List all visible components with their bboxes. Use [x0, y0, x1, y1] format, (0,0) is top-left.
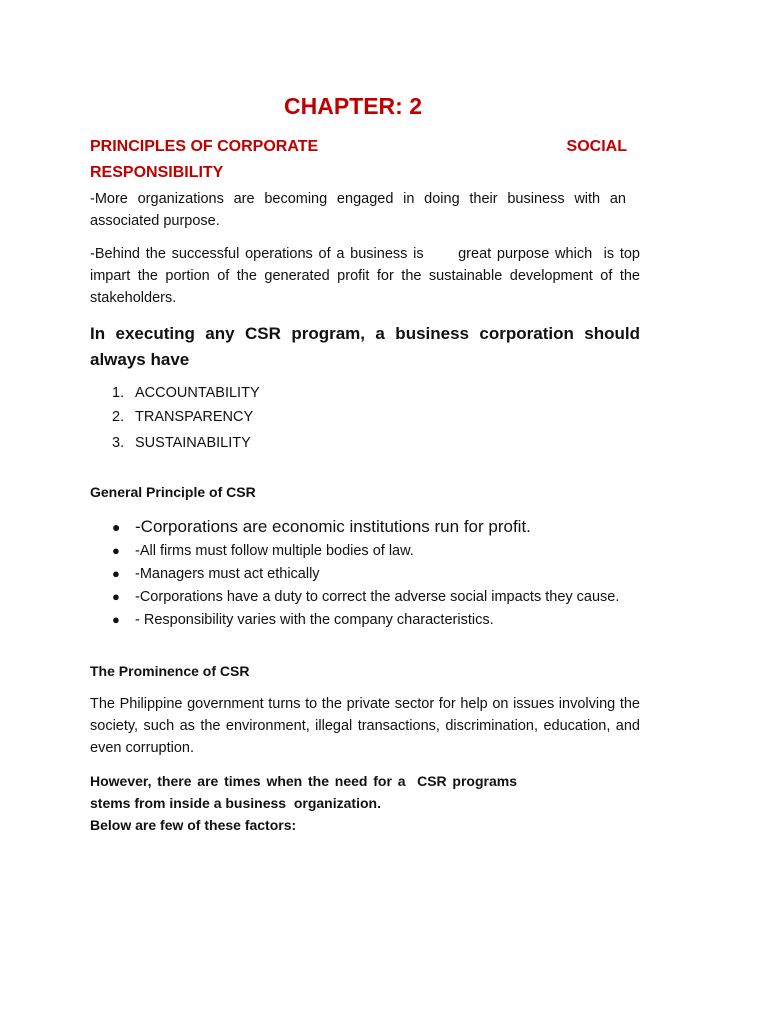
bullet-icon: ● — [112, 519, 121, 535]
list-item — [90, 406, 590, 430]
bullet-text: -Corporations are economic institutions run for profit. — [135, 517, 531, 536]
prominence-heading: The Prominence of CSR — [90, 663, 250, 679]
list-item-label: ACCOUNTABILITY — [135, 385, 260, 401]
principles-numbered-list — [90, 382, 590, 456]
section-title — [90, 134, 627, 186]
bullet-icon: ● — [112, 566, 120, 581]
bullet-icon: ● — [112, 612, 120, 627]
list-number: 3. — [112, 435, 125, 451]
bullet-icon: ● — [112, 543, 120, 558]
general-principle-bullets — [90, 514, 620, 632]
bullet-text: -Corporations have a duty to correct the adverse social impacts they cause. — [135, 589, 620, 605]
chapter-title: CHAPTER: 2 — [284, 93, 423, 119]
list-item — [90, 563, 620, 585]
list-item-label: SUSTAINABILITY — [135, 435, 251, 451]
list-number: 2. — [112, 409, 125, 425]
bullet-icon: ● — [112, 589, 120, 604]
closing-paragraph — [90, 770, 521, 836]
list-item — [90, 432, 590, 456]
list-item-label: TRANSPARENCY — [135, 409, 254, 425]
intro-paragraph-2: -Behind the successful operations of a business is great purpose which is top impart the portion of the generated profit for the sustainable development of the stakeholders. — [90, 246, 645, 306]
list-item — [90, 514, 620, 540]
closing-line-2: Below are few of these factors: — [90, 817, 297, 833]
bullet-text: -Managers must act ethically — [135, 566, 320, 582]
section-title-part-1: PRINCIPLES OF CORPORATE — [90, 138, 319, 155]
closing-line-1: However, there are times when the need for a CSR programs stems from inside a business organization. — [90, 773, 521, 811]
intro-paragraph-1: -More organizations are becoming engaged in doing their business with an associated purpose. — [90, 191, 626, 229]
prominence-paragraph: The Philippine government turns to the private sector for help on issues involving the society, such as the environment, illegal transactions, discrimination, education, and even corruption. — [90, 696, 640, 756]
list-item — [90, 540, 620, 562]
section-title-part-3: RESPONSIBILITY — [90, 164, 224, 181]
list-item — [90, 586, 620, 608]
lead-statement: In executing any CSR program, a business corporation should always have — [90, 324, 640, 369]
bullet-text: -All firms must follow multiple bodies of law. — [135, 543, 414, 559]
bullet-text: - Responsibility varies with the company characteristics. — [135, 612, 494, 628]
list-number: 1. — [112, 385, 125, 401]
list-item — [90, 609, 620, 631]
list-item — [90, 382, 590, 406]
section-title-part-2: SOCIAL — [566, 138, 627, 155]
general-principle-heading: General Principle of CSR — [90, 484, 256, 500]
